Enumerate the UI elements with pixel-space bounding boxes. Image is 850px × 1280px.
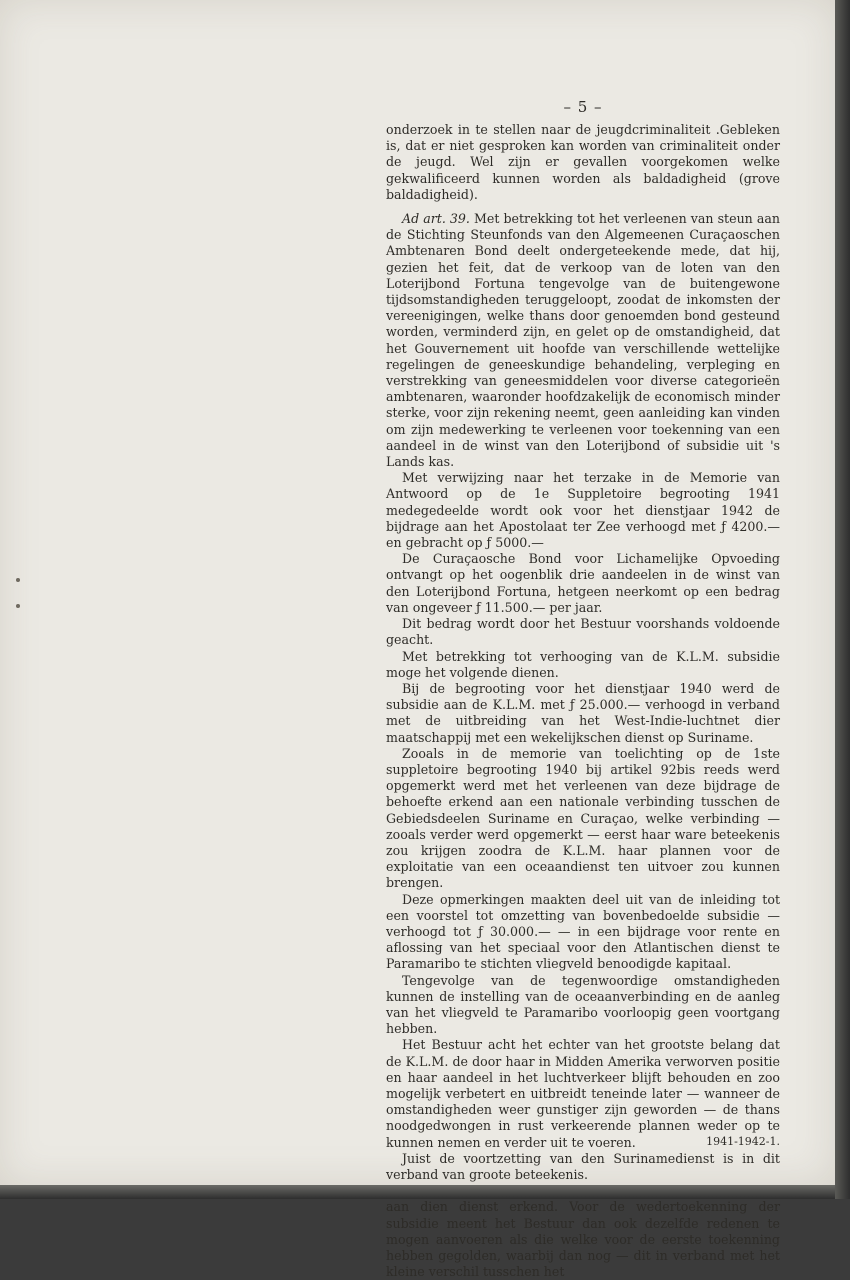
paragraph: Bij de begrooting voor het dienstjaar 1940 werd de subsidie aan de K.L.M. met ƒ 25.000.— verhoogd in verband met de uitbreiding van het West-Indie-luchtnet dier maatschappij met een wekelijkschen dienst op Suriname.	[386, 680, 780, 745]
paragraph: Met betrekking tot verhooging van de K.L.M. subsidie moge het volgende dienen.	[386, 648, 780, 680]
footer-code: 1941-1942-1.	[706, 1135, 780, 1148]
paragraph: Deze opmerkingen maakten deel uit van de inleiding tot een voorstel tot omzetting van bovenbedoelde subsidie — verhoogd tot ƒ 30.000.— — in een bijdrage voor rente en aflossing van het speciaal voor den Atlantischen dienst te Paramaribo te stichten vliegveld benoodigde kapitaal.	[386, 891, 780, 972]
paragraph: Het Bestuur acht het echter van het grootste belang dat de K.L.M. de door haar in Midden Amerika verworven positie en haar aandeel in het luchtverkeer blijft behouden en zoo mogelijk verbetert en uitbreidt teneinde later — wanneer de omstandigheden weer gunstiger zijn geworden — de thans noodgedwongen in rust verkeerende plannen weder op te kunnen nemen en verder uit te voeren.	[386, 1037, 780, 1150]
paragraph: Met verwijzing naar het terzake in de Memorie van Antwoord op de 1e Suppletoire begrooting 1941 medegedeelde wordt ook voor het dienstjaar 1942 de bijdrage aan het Apostolaat ter Zee verhoogd met ƒ 4200.— en gebracht op ƒ 5000.—	[386, 470, 780, 551]
page-edge-bottom	[0, 1185, 835, 1199]
paragraph: Tengevolge van de tegenwoordige omstandigheden kunnen de instelling van de oceaanverbinding en de aanleg van het vliegveld te Paramaribo voorloopig geen voortgang hebben.	[386, 972, 780, 1037]
punch-hole-mark	[16, 604, 20, 608]
paragraph: Dit bedrag wordt door het Bestuur voorshands voldoende geacht.	[386, 616, 780, 648]
page-edge-right	[835, 0, 850, 1199]
paragraph: Zooals in de memorie van toelichting op de 1ste suppletoire begrooting 1940 bij artikel 92bis reeds werd opgemerkt werd met het verleenen van deze bijdrage de behoefte erkend aan een nationale verbinding tusschen de Gebiedsdeelen Suriname en Curaçao, welke verbinding — zooals verder werd opgemerkt — eerst haar ware beteekenis zou krijgen zoodra de K.L.M. haar plannen voor de exploitatie van een oceaandienst ten uitvoer zou kunnen brengen.	[386, 745, 780, 891]
paragraph-ad-art-39: Ad art. 39. Met betrekking tot het verleenen van steun aan de Stichting Steunfonds van den Algemeenen Curaçaoschen Ambtenaren Bond deelt ondergeteekende mede, dat hij, gezien het feit, dat de verkoop van de loten van den Loterijbond Fortuna tengevolge van de buitengewone tijdsomstandigheden teruggeloopt, zoodat de inkomsten der vereenigingen, welke thans door genoemden bond gesteund worden, verminderd zijn, en gelet op de omstandigheid, dat het Gouvernement uit hoofde van verschillende wettelijke regelingen de geneeskundige behandeling, verpleging en verstrekking van geneesmiddelen voor diverse categorieën ambtenaren, waaronder hoofdzakelijk de economisch minder sterke, voor zijn rekening neemt, geen aanleiding kan vinden om zijn medewerking te verleenen voor toekenning van een aandeel in de winst van den Loterijbond of subsidie uit 's Lands kas.	[386, 211, 780, 470]
paragraph: onderzoek in te stellen naar de jeugdcriminaliteit .Gebleken is, dat er niet gesproken kan worden van criminaliteit onder de jeugd. Wel zijn er gevallen voorgekomen welke gekwalificeerd kunnen worden als baldadigheid (grove baldadigheid).	[386, 122, 780, 202]
punch-hole-mark	[16, 578, 20, 582]
paragraph: Juist de voortzetting van den Surinamedienst is in dit verband van groote beteekenis.	[386, 1150, 780, 1182]
body-text	[386, 122, 780, 1280]
page-number: – 5 –	[563, 98, 603, 116]
paragraph: De Curaçaosche Bond voor Lichamelijke Opvoeding ontvangt op het oogenblik drie aandeelen in de winst van den Loterijbond Fortuna, hetgeen neerkomt op een bedrag van ongeveer ƒ 11.500.— per jaar.	[386, 551, 780, 615]
paragraph: aan dien dienst erkend. Voor de wedertoekenning der subsidie meent het Bestuur dan ook dezelfde redenen te mogen aanvoeren als die welke voor de eerste toekenning hebben gegolden, waarbij dan nog — dit in verband met het kleine verschil tusschen het	[386, 1199, 780, 1280]
article-reference: Ad art. 39.	[402, 211, 470, 227]
